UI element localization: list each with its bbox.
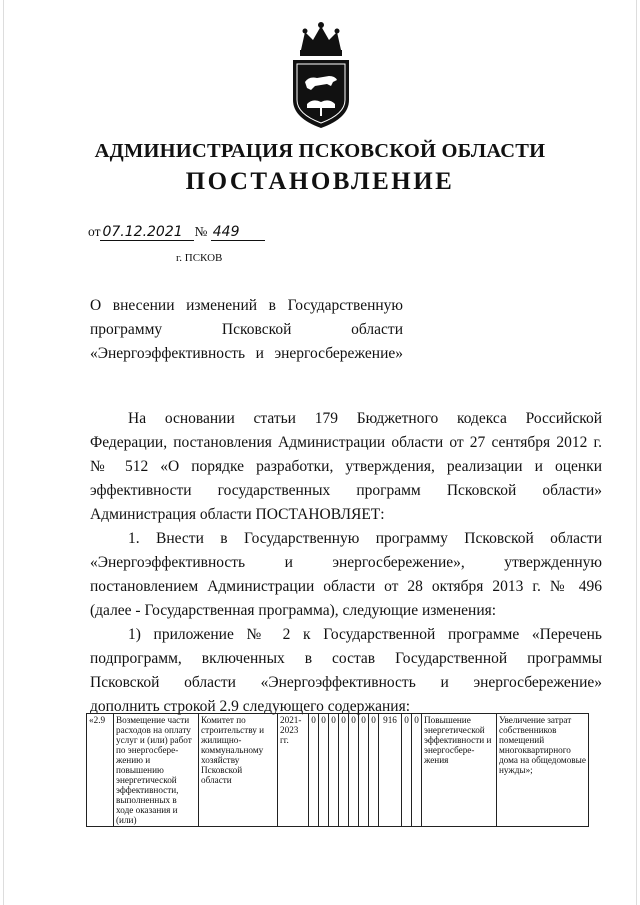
handwritten-date: 07.12.2021 bbox=[100, 224, 194, 241]
table-cell-value: 0 bbox=[309, 714, 319, 827]
body-line: постановлением Администрации области от 28 октября 2013 г. № 496 bbox=[90, 578, 602, 595]
table-row bbox=[87, 714, 589, 827]
scan-edge-right bbox=[636, 0, 637, 905]
city-label: г. ПСКОВ bbox=[176, 252, 223, 264]
body-line: (далее - Государственная программа), следующие изменения: bbox=[90, 602, 497, 619]
body-line: Федерации, постановления Администрации области от 27 сентября 2012 г. bbox=[90, 434, 602, 451]
table-cell-period: 2021-2023 гг. bbox=[278, 714, 309, 827]
body-line: № 512 «О порядке разработки, утверждения, реализации и оценки bbox=[90, 458, 602, 475]
table-cell-value: 0 bbox=[349, 714, 359, 827]
table-cell-value: 916 bbox=[379, 714, 402, 827]
table-cell-goal: Повышение энергетической эффективности и энергосбере-жения bbox=[422, 714, 497, 827]
pskov-coat-of-arms-icon bbox=[287, 20, 355, 130]
body-line: Администрация области ПОСТАНОВЛЯЕТ: bbox=[90, 506, 385, 523]
number-prefix: № bbox=[194, 224, 208, 239]
from-prefix: от bbox=[88, 224, 101, 239]
table-cell-number: «2.9 bbox=[87, 714, 114, 827]
subject-line: «Энергоэффективность и энергосбережение» bbox=[90, 345, 403, 362]
body-line: дополнить строкой 2.9 следующего содержания: bbox=[90, 698, 411, 715]
subject-line: программу Псковской области bbox=[90, 321, 403, 338]
table-cell-value: 0 bbox=[339, 714, 349, 827]
body-line: 1) приложение № 2 к Государственной программе «Перечень bbox=[128, 626, 602, 643]
program-table bbox=[86, 713, 589, 827]
table-cell-value: 0 bbox=[369, 714, 379, 827]
table-cell-value: 0 bbox=[412, 714, 422, 827]
document-body bbox=[90, 407, 602, 719]
subject-block bbox=[90, 294, 403, 366]
body-line: «Энергоэффективность и энергосбережение», утвержденную bbox=[90, 554, 602, 571]
table-cell-executor: Комитет по строительству и жилищно-коммунальному хозяйству Псковской области bbox=[199, 714, 278, 827]
scan-edge-left bbox=[3, 0, 4, 905]
body-line: эффективности государственных программ Псковской области» bbox=[90, 482, 602, 499]
table-cell-value: 0 bbox=[329, 714, 339, 827]
body-line: 1. Внести в Государственную программу Псковской области bbox=[128, 530, 602, 547]
date-number-line bbox=[88, 224, 265, 241]
body-line: Псковской области «Энергоэффективность и энергосбережение» bbox=[90, 674, 602, 691]
body-line: На основании статьи 179 Бюджетного кодекса Российской bbox=[128, 410, 602, 427]
table-cell-result: Увеличение затрат собственников помещений многоквартирного дома на общедомовые нужды»; bbox=[497, 714, 589, 827]
document-type-title: ПОСТАНОВЛЕНИЕ bbox=[185, 168, 455, 195]
table-cell-value: 0 bbox=[359, 714, 369, 827]
table-cell-value: 0 bbox=[402, 714, 412, 827]
organization-title: АДМИНИСТРАЦИЯ ПСКОВСКОЙ ОБЛАСТИ bbox=[94, 140, 546, 162]
handwritten-number: 449 bbox=[211, 224, 265, 241]
table-cell-value: 0 bbox=[319, 714, 329, 827]
subject-line: О внесении изменений в Государственную bbox=[90, 297, 403, 314]
table-cell-name: Возмещение части расходов на оплату услуг и (или) работ по энергосбере-жению и повышению энергетической эффективности, выполненных в ходе оказания и (или) bbox=[114, 714, 199, 827]
body-line: подпрограмм, включенных в состав Государственной программы bbox=[90, 650, 602, 667]
